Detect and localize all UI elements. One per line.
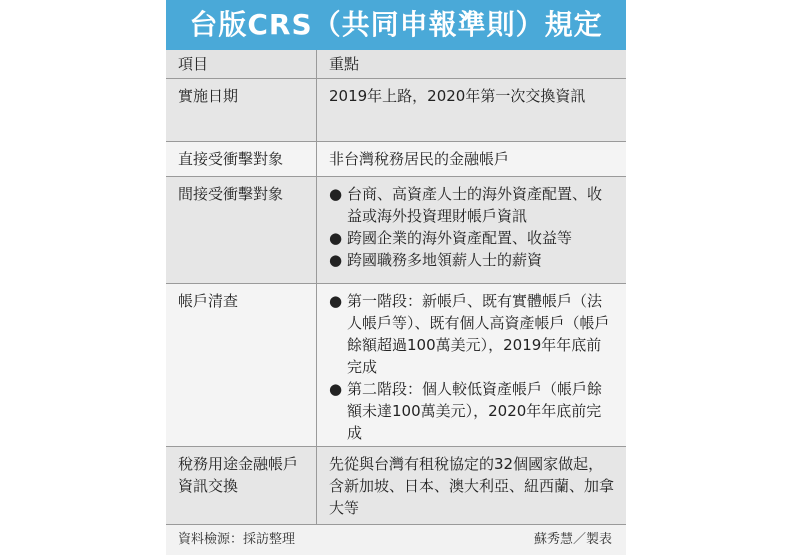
crs-table (166, 50, 626, 532)
bullet-icon: ● (329, 380, 343, 398)
table-header-row (166, 50, 626, 79)
bullet-item: ● 台商、高資產人士的海外資產配置、收益或海外投資理財帳戶資訊 (329, 185, 603, 225)
bullet-icon: ● (329, 229, 343, 247)
row-label: 稅務用途金融帳戶資訊交換 (166, 447, 317, 532)
bullet-icon: ● (329, 292, 343, 310)
row-text: 非台灣稅務居民的金融帳戶 (317, 142, 627, 177)
row-label: 帳戶清查 (166, 284, 317, 447)
bullet-item: ● 跨國職務多地領薪人士的薪資 (329, 251, 543, 269)
header-point: 重點 (317, 50, 627, 79)
bullet-icon: ● (329, 251, 343, 269)
credit-note: 蘇秀慧／製表 (533, 532, 612, 547)
table-row (166, 177, 626, 284)
bullet-item: ● 第二階段：個人較低資產帳戶（帳戶餘額未達100萬美元），2020年年底前完成 (329, 380, 603, 442)
bullet-icon: ● (329, 185, 343, 203)
table-row (166, 79, 626, 142)
row-bullets (317, 177, 627, 284)
table-row (166, 284, 626, 447)
row-label: 實施日期 (166, 79, 317, 142)
bullet-item: ● 跨國企業的海外資產配置、收益等 (329, 229, 573, 247)
crs-infographic (166, 0, 626, 555)
table-row (166, 142, 626, 177)
row-label: 直接受衝擊對象 (166, 142, 317, 177)
header-item: 項目 (166, 50, 317, 79)
bullet-item: ● 第一階段：新帳戶、既有實體帳戶（法人帳戶等）、既有個人高資產帳戶（帳戶餘額超過100萬美元），2019年年底前完成 (329, 292, 610, 376)
infographic-title: 台版CRS（共同申報準則）規定 (166, 0, 626, 50)
row-bullets (317, 284, 627, 447)
table-row (166, 447, 626, 532)
row-text: 2019年上路，2020年第一次交換資訊 (317, 79, 627, 142)
row-text: 先從與台灣有租稅協定的32個國家做起，含新加坡、日本、澳大利亞、紐西蘭、加拿大等 (317, 447, 627, 532)
footer (166, 524, 626, 555)
source-note: 資料檢源：採訪整理 (178, 532, 296, 547)
row-label: 間接受衝擊對象 (166, 177, 317, 284)
